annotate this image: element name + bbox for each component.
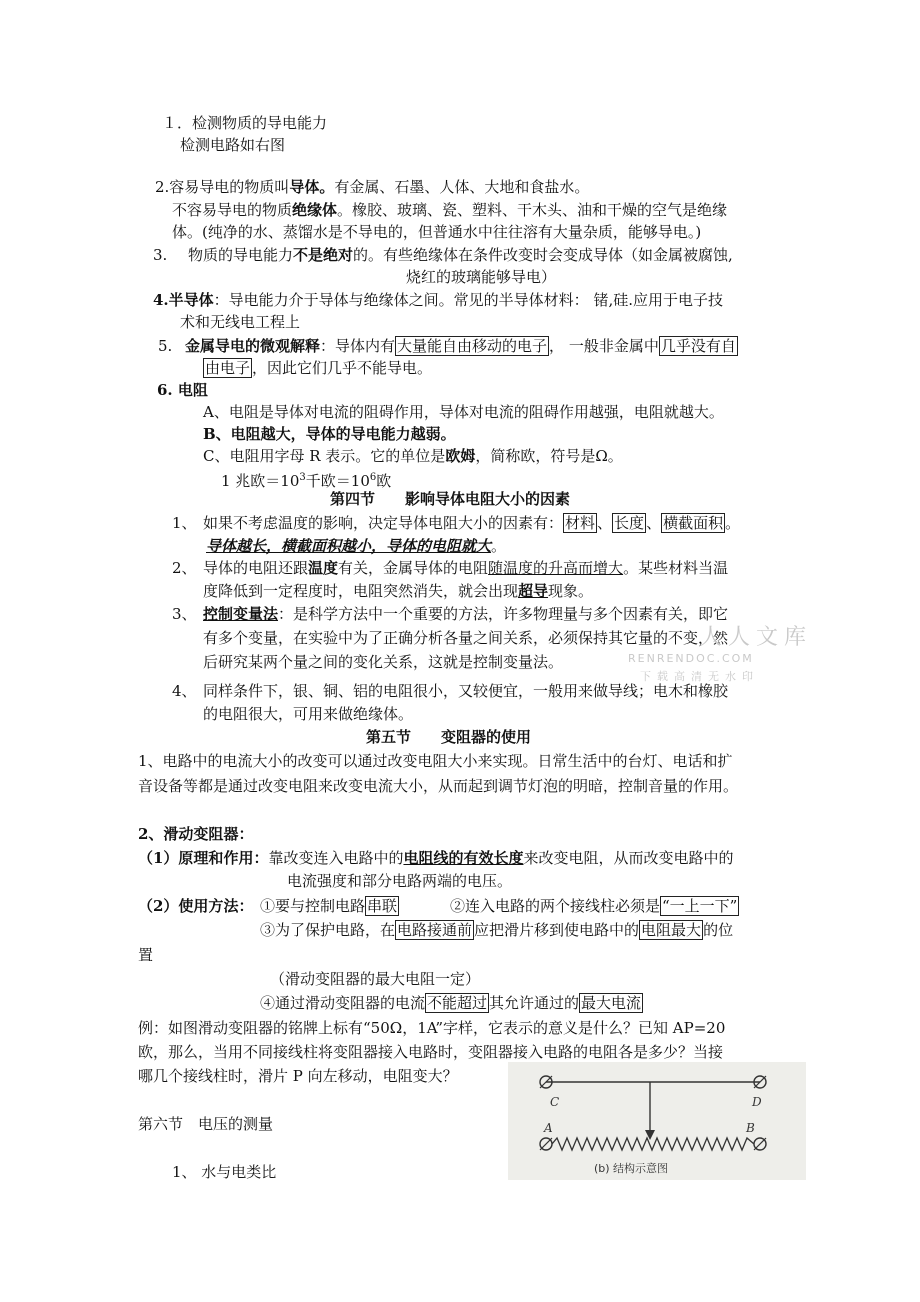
- figure-caption: (b) 结构示意图: [594, 1162, 669, 1175]
- resistance-coil: [552, 1138, 754, 1150]
- s5-box1: 大量能自由移动的电子: [397, 337, 548, 355]
- method-2-box: “一上一下”: [662, 897, 738, 915]
- sec5-p21-line2: 电流强度和部分电路两端的电压。: [287, 872, 513, 890]
- method-3-box1: 电路接通前: [397, 921, 473, 939]
- s1-title: １．检测物质的导电能力: [162, 114, 328, 132]
- sec4-i3-line3: 后研究某两个量之间的变化关系，这就是控制变量法。: [203, 653, 564, 671]
- sec4-i4-line2: 的电阻很大，可用来做绝缘体。: [203, 705, 414, 723]
- terminal-a-icon: [540, 1138, 552, 1150]
- method-3-tail: 置: [138, 946, 154, 964]
- method-4-box1: 不能超过: [427, 994, 488, 1012]
- sec4-title: 第四节 影响导体电阻大小的因素: [330, 490, 571, 508]
- s2-line3: 体。(纯净的水、蒸馏水是不导电的，但普通水中往往溶有大量杂质，能够导电。): [172, 223, 702, 241]
- s6-units: 1 兆欧$=10^3$千欧$=10^6$欧: [221, 472, 392, 490]
- sec4-i1-num: 1、: [172, 514, 197, 532]
- sec5-p2: 2、滑动变阻器：: [138, 825, 254, 843]
- sec4-i4-line1: 同样条件下，银、铜、铝的电阻很小，又较便宜，一般用来做导线；电木和橡胶: [203, 682, 729, 700]
- sec5-p1-line2: 音设备等都是通过改变电阻来改变电流大小，从而起到调节灯泡的明暗，控制音量的作用。: [138, 777, 739, 795]
- sec4-i1-emph: 导体越长，横截面积越小，导体的电阻就大。: [206, 537, 507, 555]
- method-4-box2: 最大电流: [581, 994, 642, 1012]
- watermark-slogan: 下载高清无水印: [640, 670, 759, 683]
- sec4-i4-num: 4、: [172, 682, 197, 700]
- sec5-p1-line1: 1、电路中的电流大小的改变可以通过改变电阻大小来实现。日常生活中的台灯、电话和扩: [138, 752, 733, 770]
- s5-line1: 金属导电的微观解释：导体内有 大量能自由移动的电子 ， 一般非金属中 几乎没有自: [185, 337, 736, 355]
- factor-material: 材料: [565, 514, 596, 532]
- sec4-i1-line1: 如果不考虑温度的影响，决定导体电阻大小的因素有： 材料 、 长度 、 横截面积 。: [203, 514, 741, 532]
- sec4-i3-line1: 控制变量法：是科学方法中一个重要的方法，许多物理量与多个因素有关，即它: [203, 605, 729, 623]
- sec6-title: 第六节 电压的测量: [138, 1115, 274, 1133]
- watermark-site: RENRENDOC.COM: [628, 652, 754, 665]
- sec5-title: 第五节 变阻器的使用: [366, 728, 532, 746]
- s6-b: B、电阻越大，导体的导电能力越弱。: [203, 425, 456, 443]
- method-3-box2: 电阻最大: [641, 921, 702, 939]
- s5-box2b: 由电子: [205, 359, 251, 377]
- sec4-i2-num: 2、: [172, 559, 197, 577]
- method-3: ③为了保护电路，在 电路接通前 应把滑片移到使电路中的 电阻最大 的位: [260, 921, 734, 939]
- label-c: C: [550, 1095, 560, 1109]
- s4-line1: 4.半导体：导电能力介于导体与绝缘体之间。常见的半导体材料： 锗,硅.应用于电子技: [153, 291, 723, 309]
- watermark-logo: 人人文库: [700, 625, 813, 650]
- method-note: （滑动变阻器的最大电阻一定）: [270, 970, 481, 988]
- rheostat-diagram: [508, 1062, 806, 1180]
- sec4-i3-num: 3、: [172, 605, 197, 623]
- sec4-i2-line1: 导体的电阻还跟温度有关，金属导体的电阻随温度的升高而增大。某些材料当温: [203, 559, 729, 577]
- s1-sub: 检测电路如右图: [180, 136, 286, 154]
- example-line3: 哪几个接线柱时，滑片 P 向左移动，电阻变大？: [138, 1067, 458, 1085]
- label-d: D: [752, 1095, 762, 1109]
- s5-line2: 由电子 ，因此它们几乎不能导电。: [205, 359, 433, 377]
- s6-c: C、电阻用字母 R 表示。它的单位是欧姆，简称欧，符号是Ω。: [203, 447, 623, 465]
- s6-a: A、电阻是导体对电流的阻碍作用，导体对电流的阻碍作用越强，电阻就越大。: [203, 403, 724, 421]
- s3-line1: 物质的导电能力不是绝对的。有些绝缘体在条件改变时会变成导体（如金属被腐蚀,: [188, 246, 733, 264]
- rheostat-figure: [508, 1062, 806, 1180]
- factor-length: 长度: [614, 514, 645, 532]
- s5-box2a: 几乎没有自: [660, 337, 736, 355]
- terminal-b-icon: [754, 1138, 766, 1150]
- s5-num: 5.: [158, 337, 173, 355]
- example-line1: 例：如图滑动变阻器的铭牌上标有“50Ω，1A”字样，它表示的意义是什么？已知 AP=20: [138, 1019, 726, 1037]
- method-4: ④通过滑动变阻器的电流 不能超过 其允许通过的 最大电流: [260, 994, 642, 1012]
- method-1-box: 串联: [367, 897, 398, 915]
- s2-line2: 不容易导电的物质绝缘体。橡胶、玻璃、瓷、塑料、干木头、油和干燥的空气是绝缘: [172, 201, 728, 219]
- method-2: ②连入电路的两个接线柱必须是 “一上一下”: [450, 897, 738, 915]
- s6-title: 6. 电阻: [157, 381, 208, 399]
- method-1: ①要与控制电路 串联: [260, 897, 398, 915]
- sec4-i2-line2: 度降低到一定程度时，电阻突然消失，就会出现超导现象。: [203, 582, 594, 600]
- s2-line1: 2.容易导电的物质叫导体。有金属、石墨、人体、大地和食盐水。: [155, 178, 590, 196]
- sec6-i1: 1、 水与电类比: [172, 1163, 277, 1181]
- factor-area: 横截面积: [663, 514, 724, 532]
- label-b: B: [746, 1121, 755, 1135]
- sec4-i3-line2: 有多个变量，在实验中为了正确分析各量之间关系，必须保持其它量的不变，然: [203, 629, 729, 647]
- s4-line2: 术和无线电工程上: [180, 313, 301, 331]
- sec5-p21-line1: （1）原理和作用：靠改变连入电路中的电阻线的有效长度来改变电阻，从而改变电路中的: [138, 849, 734, 867]
- example-line2: 欧，那么，当用不同接线柱将变阻器接入电路时，变阻器接入电路的电阻各是多少？当接: [138, 1043, 724, 1061]
- s3-line2: 烧红的玻璃能够导电）: [406, 268, 557, 286]
- label-a: A: [544, 1121, 553, 1135]
- s3-num: 3.: [153, 246, 168, 264]
- sec5-p22-label: （2）使用方法：: [138, 897, 254, 915]
